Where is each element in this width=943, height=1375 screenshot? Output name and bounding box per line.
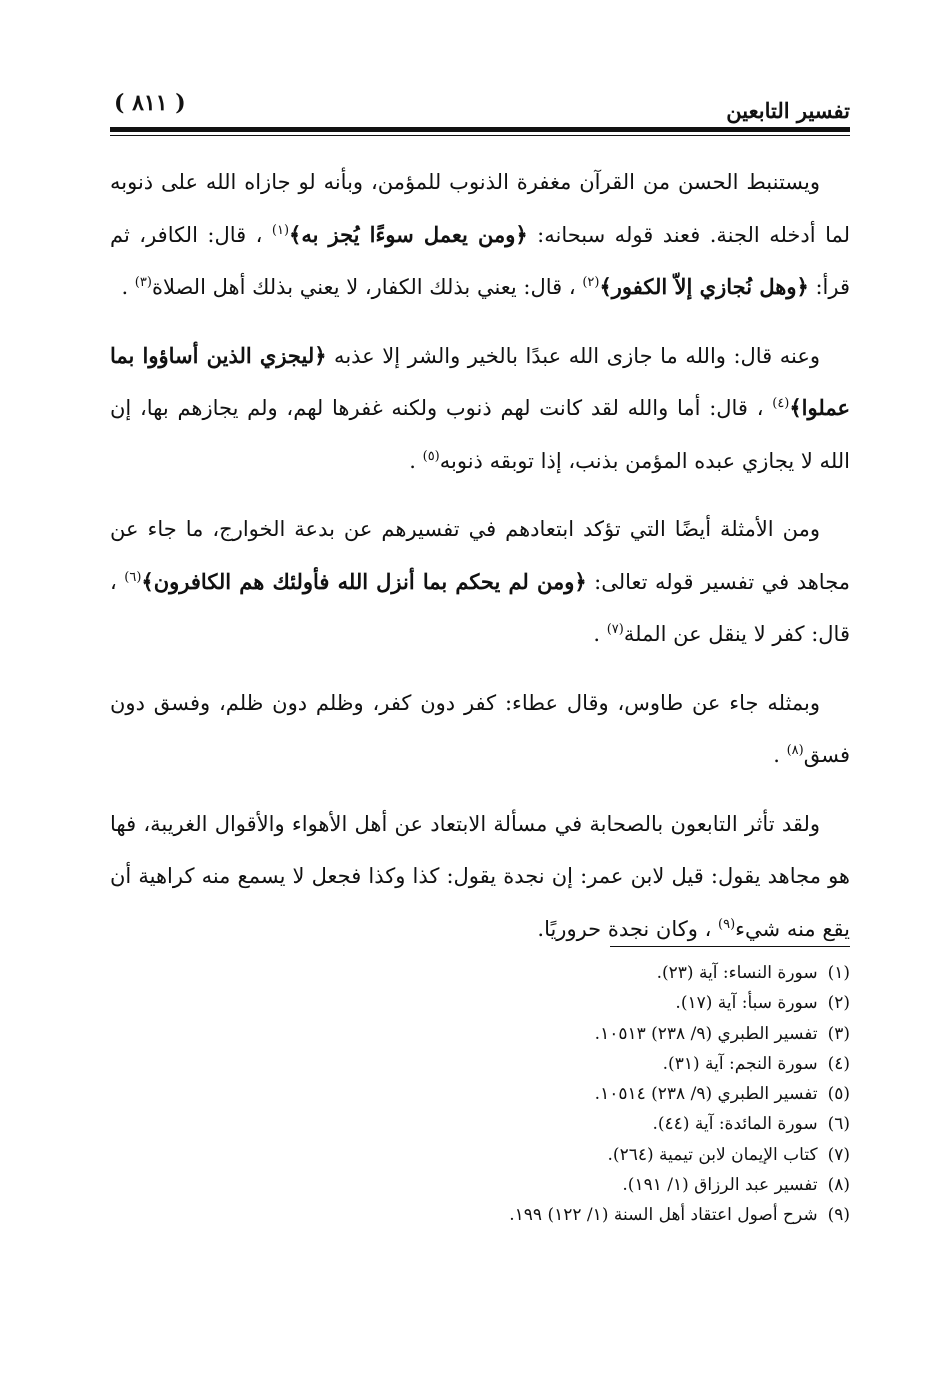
footnote-number: (٧) [827, 1144, 850, 1165]
footnote-number: (٨) [827, 1175, 850, 1196]
running-title: تفسير التابعين [726, 98, 850, 123]
footnote-ref: (١) [271, 222, 290, 238]
paragraph-5 [110, 798, 850, 956]
paragraph-text: ، قال: يعني بذلك الكفار، لا يعني بذلك أهل الصلاة [151, 275, 583, 299]
paragraph-3 [110, 503, 850, 661]
footnote-separator [610, 946, 850, 947]
footnote-item [110, 1140, 850, 1170]
paragraph-text: ، قال: كفر لا ينقل عن الملة [110, 569, 850, 646]
quran-quote: ﴿ومن لم يحكم بما أنزل الله فأولئك هم الكافرون﴾ [141, 568, 587, 594]
footnote-text: تفسير عبد الرزاق (١/ ١٩١). [622, 1175, 818, 1196]
paragraph-text: . [593, 622, 607, 646]
paragraph-text: ومن الأمثلة أيضًا التي تؤكد ابتعادهم في تفسيرهم عن بدعة الخوارج، ما جاء عن مجاهد في تفسير قوله تعالى: [110, 517, 851, 594]
paragraph-2 [110, 330, 850, 488]
header-rule-thick [110, 127, 850, 132]
footnote-ref: (٢) [582, 275, 600, 290]
paragraph-text: ويستنبط الحسن من القرآن مغفرة الذنوب للمؤمن، وبأنه لو جازاه الله على ذنوبه لما أدخله الجنة. فعند قوله سبحانه: [110, 170, 851, 247]
page-header [110, 88, 850, 128]
footnote-number: (٩) [827, 1205, 850, 1226]
footnote-item [110, 1170, 850, 1200]
page-number: ( ٨١١ ) [114, 90, 186, 116]
footnote-item [110, 1200, 850, 1230]
paragraph-text: . [409, 448, 423, 473]
footnote-text: سورة النجم: آية (٣١). [662, 1053, 818, 1074]
footnote-text: كتاب الإيمان لابن تيمية (٢٦٤). [607, 1144, 818, 1165]
quran-quote: ﴿ليجزي الذين أساؤوا بما عملوا﴾ [110, 342, 850, 420]
footnote-text: شرح أصول اعتقاد أهل السنة (١/ ١٢٢) ١٩٩. [509, 1205, 818, 1226]
footnote-text: تفسير الطبري (٩/ ٢٣٨) ١٠٥١٣. [594, 1023, 818, 1044]
paragraph-text: . [121, 275, 135, 299]
paragraph-1 [110, 156, 850, 314]
quran-quote: ﴿ومن يعمل سوءًا يُجز به﴾ [289, 221, 528, 247]
footnote-item [110, 1109, 850, 1139]
footnote-ref: (٦) [124, 569, 142, 585]
footnote-ref: (٣) [134, 275, 152, 290]
paragraph-text: ولقد تأثر التابعون بالصحابة في مسألة الابتعاد عن أهل الأهواء والأقوال الغريبة، فها هو مجاهد يقول: قيل لابن عمر: إن نجدة يقول: كذا وكذا فجعل لا يسمع منه كراهية أن يقع منه شيء [110, 811, 850, 941]
footnote-item [110, 988, 850, 1018]
header-rule-thin [110, 135, 850, 136]
footnote-item [110, 1079, 850, 1109]
footnote-item [110, 1019, 850, 1049]
footnote-number: (٤) [827, 1053, 850, 1074]
footnote-text: سورة المائدة: آية (٤٤). [652, 1114, 818, 1135]
paragraph-text: . [773, 743, 787, 767]
footnote-text: سورة النساء: آية (٢٣). [656, 963, 818, 983]
footnote-ref: (٧) [606, 622, 624, 637]
footnote-text: تفسير الطبري (٩/ ٢٣٨) ١٠٥١٤. [594, 1084, 818, 1105]
footnote-text: سورة سبأ: آية (١٧). [675, 993, 818, 1014]
footnote-number: (٣) [827, 1023, 850, 1044]
paragraph-text: ، قال: الكافر، ثم قرأ: [110, 222, 850, 299]
paragraph-text: ، وكان نجدة حروريًا. [537, 916, 719, 941]
paragraph-4 [110, 677, 850, 782]
paragraph-text: ، قال: أما والله لقد كانت لهم ذنوب ولكنه غفرها لهم، ولم يجازهم بها، إن الله لا يجازي عبده المؤمن بذنب، إذا توبقه ذنوبه [110, 396, 850, 473]
paragraph-text: وعنه قال: والله ما جازى الله عبدًا بالخير والشر إلا عذبه [326, 343, 821, 368]
body-text [110, 156, 850, 971]
footnote-number: (٢) [827, 993, 850, 1014]
footnote-number: (٥) [827, 1084, 850, 1105]
footnote-item [110, 1049, 850, 1079]
footnote-ref: (٩) [718, 916, 736, 932]
footnote-ref: (٨) [786, 743, 804, 758]
footnote-ref: (٤) [772, 396, 790, 411]
footnote-ref: (٥) [422, 448, 440, 464]
paragraph-text: وبمثله جاء عن طاوس، وقال عطاء: كفر دون كفر، وظلم دون ظلم، وفسق دون فسق [110, 690, 850, 767]
footnotes-list [110, 958, 850, 1231]
footnote-item [110, 958, 850, 988]
footnote-number: (٦) [827, 1114, 850, 1135]
footnote-number: (١) [827, 963, 850, 983]
quran-quote: ﴿وهل نُجازي إلاّ الكفور﴾ [599, 274, 809, 299]
